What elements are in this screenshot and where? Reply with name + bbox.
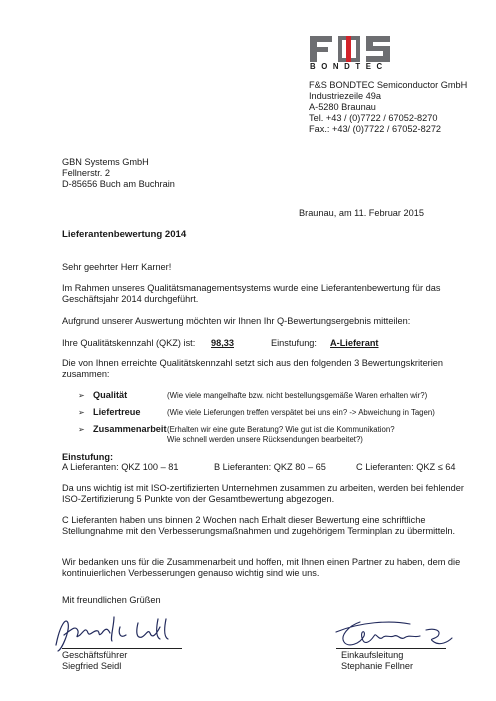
signer-left-name: Siegfried Seidl (62, 661, 122, 671)
signature-line-left (62, 648, 182, 649)
bullet-arrow-icon: ➢ (78, 391, 85, 400)
classification-heading: Einstufung: (62, 452, 114, 462)
criterion-description: (Erhalten wir eine gute Beratung? Wie gut ist die Kommunikation? (167, 425, 395, 434)
recipient-street: Fellnerstr. 2 (62, 168, 110, 178)
bullet-arrow-icon: ➢ (78, 425, 85, 434)
criterion-description-cont: Wie schnell werden unsere Rücksendungen bearbeitet?) (167, 435, 363, 444)
subject-heading: Lieferantenbewertung 2014 (62, 229, 187, 240)
company-street: Industriezeile 49a (309, 91, 382, 101)
score-label: Ihre Qualitätskennzahl (QKZ) ist: (62, 338, 196, 348)
salutation: Sehr geehrter Herr Karner! (62, 262, 172, 272)
paragraph-3-line-1: Die von Ihnen erreichte Qualitätskennzahl setzt sich aus den folgenden 3 Bewertungskriterien (62, 358, 443, 368)
paragraph-2: Aufgrund unserer Auswertung möchten wir Ihnen Ihr Q-Bewertungsergebnis mitteilen: (62, 316, 411, 326)
classification-b: B Lieferanten: QKZ 80 – 65 (214, 462, 326, 472)
signer-right-role: Einkaufsleitung (341, 650, 404, 660)
signer-left-role: Geschäftsführer (62, 650, 128, 660)
criterion-description: (Wie viele Lieferungen treffen verspätet bei uns ein? -> Abweichung in Tagen) (167, 408, 435, 417)
rating-label: Einstufung: (271, 338, 317, 348)
rating-value: A-Lieferant (330, 338, 379, 348)
paragraph-6-line-1: Wir bedanken uns für die Zusammenarbeit und hoffen, mit Ihnen einen Partner zu haben, dem die (62, 557, 461, 567)
criterion-description: (Wie viele mangelhafte bzw. nicht bestellungsgemäße Waren erhalten wir?) (167, 391, 428, 400)
paragraph-1-line-2: Geschäftsjahr 2014 durchgeführt. (62, 294, 199, 304)
score-value: 98,33 (211, 338, 234, 348)
recipient-name: GBN Systems GmbH (62, 157, 149, 167)
paragraph-3-line-2: zusammen: (62, 369, 110, 379)
signature-line-right (336, 648, 446, 649)
recipient-city: D-85656 Buch am Buchrain (62, 179, 175, 189)
criterion-name: Zusammenarbeit (93, 424, 167, 434)
logo-subtitle: BONDTEC (310, 62, 388, 71)
company-name: F&S BONDTEC Semiconductor GmbH (309, 80, 468, 90)
signer-right-name: Stephanie Fellner (341, 661, 414, 671)
date-line: Braunau, am 11. Februar 2015 (299, 208, 424, 218)
company-phone: Tel. +43 / (0)7722 / 67052-8270 (309, 113, 438, 123)
company-fax: Fax.: +43/ (0)7722 / 67052-8272 (309, 124, 442, 134)
classification-c: C Lieferanten: QKZ ≤ 64 (356, 462, 456, 472)
company-city: A-5280 Braunau (309, 102, 376, 112)
closing: Mit freundlichen Grüßen (62, 595, 161, 605)
paragraph-4-line-2: ISO-Zertifizierung 5 Punkte von der Gesamtbewertung abgezogen. (62, 494, 335, 504)
criterion-name: Liefertreue (93, 407, 141, 417)
paragraph-5-line-2: Stellungnahme mit den Verbesserungsmaßnahmen und zugehörigem Terminplan zu übermitteln. (62, 526, 456, 536)
paragraph-4-line-1: Da uns wichtig ist mit ISO-zertifizierten Unternehmen zusammen zu arbeiten, werden bei fehlender (62, 483, 464, 493)
paragraph-1-line-1: Im Rahmen unseres Qualitätsmanagementsystems wurde eine Lieferantenbewertung für das (62, 283, 441, 293)
criterion-name: Qualität (93, 390, 128, 400)
classification-a: A Lieferanten: QKZ 100 – 81 (62, 462, 179, 472)
paragraph-6-line-2: kontinuierlichen Verbesserungen genauso wichtig sind wie uns. (62, 568, 320, 578)
bullet-arrow-icon: ➢ (78, 408, 85, 417)
paragraph-5-line-1: C Lieferanten haben uns binnen 2 Wochen nach Erhalt dieser Bewertung eine schriftliche (62, 515, 426, 525)
